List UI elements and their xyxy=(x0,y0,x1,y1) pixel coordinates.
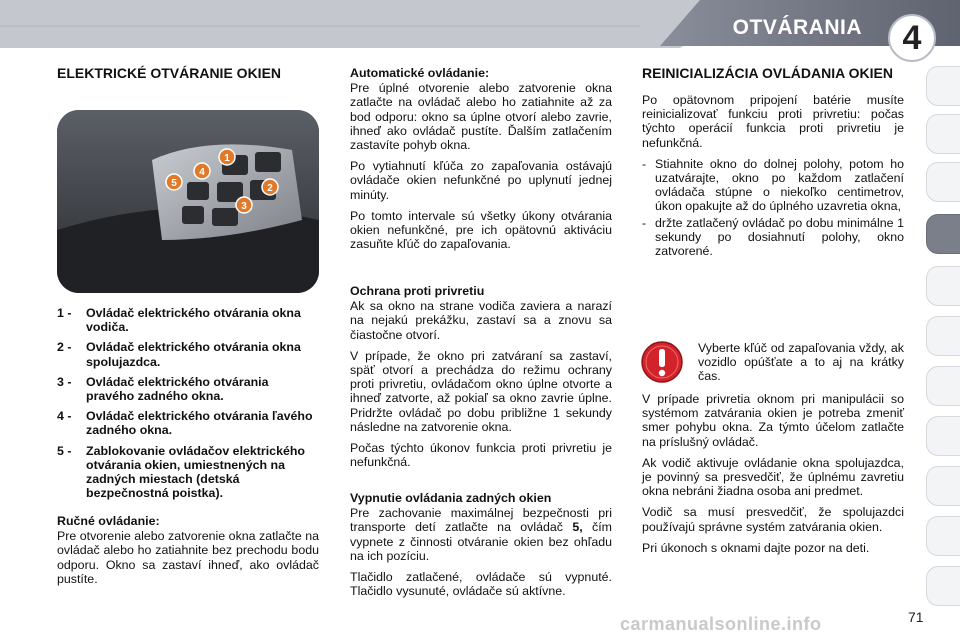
callout-2: 2 xyxy=(267,183,273,194)
right-paragraph-1: V prípade privretia oknom pri manipulácii so systémom zatvárania okien je potreba zmeniť smer pohybu okna. Za týmto účelom zatlačte na príslušný ovládač. xyxy=(642,392,904,449)
reinit-intro: Po opätovnom pripojení batérie musíte reinicializovať funkciu proti privretiu: počas týchto operácií funkcia proti privretiu je nefunkčná. xyxy=(642,93,904,150)
rear-p1-part-b: čím vypnete z činnosti otváranie okien bez ohľadu na ich pozíciu. xyxy=(350,520,612,563)
section-title-electric-windows: ELEKTRICKÉ OTVÁRANIE OKIEN xyxy=(57,65,282,81)
pinch-protection-paragraph-3: Počas týchto úkonov funkcia proti privretiu je nefunkčná. xyxy=(350,441,612,470)
callout-1: 1 xyxy=(224,153,230,164)
legend-item xyxy=(57,306,319,334)
side-tab-3[interactable] xyxy=(926,162,960,202)
rear-windows-lock-section xyxy=(350,491,612,605)
legend-item xyxy=(57,340,319,368)
side-tab-2[interactable] xyxy=(926,114,960,154)
step-text: Stiahnite okno do dolnej polohy, potom ho uzatvárajte, okno po každom zatlačení ovládača stúpne o niekoľko centimetrov, úkon opakujte až do úplného uzavretia okna, xyxy=(655,156,904,214)
right-column-lower xyxy=(642,392,904,562)
chapter-number-badge: 4 xyxy=(888,14,936,62)
right-paragraph-4: Pri úkonoch s oknami dajte pozor na deti. xyxy=(642,540,870,555)
warning-exclamation-icon xyxy=(640,340,684,384)
manual-control-heading: Ručné ovládanie: xyxy=(57,514,160,528)
list-item xyxy=(642,216,904,259)
auto-control-paragraph-2: Po vytiahnutí kľúča zo zapaľovania ostávajú ovládače okien nefunkčné po uplynutí jednej minúty. xyxy=(350,159,612,202)
legend-number: 3 - xyxy=(57,374,72,389)
page-number: 71 xyxy=(908,609,924,625)
right-column xyxy=(642,66,904,264)
rear-windows-lock-heading: Vypnutie ovládania zadných okien xyxy=(350,491,552,505)
manual-control-section xyxy=(57,514,319,593)
list-item xyxy=(642,157,904,214)
pinch-protection-heading: Ochrana proti privretiu xyxy=(350,284,485,298)
watermark: carmanualsonline.info xyxy=(620,614,822,634)
side-tab-9[interactable] xyxy=(926,466,960,506)
pinch-protection-section xyxy=(350,284,612,476)
right-paragraph-2: Ak vodič aktivuje ovládanie okna spolujazdca, je povinný sa presvedčiť, že úplnému zavretiu okna nebráni žiadna osoba ani predmet. xyxy=(642,455,904,499)
step-dash: - xyxy=(642,215,647,230)
side-tab-10[interactable] xyxy=(926,516,960,556)
side-tab-5[interactable] xyxy=(926,266,960,306)
callout-3: 3 xyxy=(241,201,247,212)
chapter-title: OTVÁRANIA xyxy=(732,16,862,39)
pinch-protection-paragraph-1: Ak sa okno na strane vodiča zaviera a narazí na nejakú prekážku, zastaví sa a znovu sa čiastočne otvorí. xyxy=(350,299,612,342)
switch-legend xyxy=(57,306,319,506)
legend-text: Ovládač elektrického otvárania okna spolujazdca. xyxy=(86,340,301,369)
side-tab-11[interactable] xyxy=(926,566,960,606)
manual-control-text: Pre otvorenie alebo zatvorenie okna zatlačte na ovládač alebo ho zatiahnite bez prechodu bodu odporu. Okno sa zastaví ihneď, ako ovládač pustíte. xyxy=(57,529,319,586)
side-tab-7[interactable] xyxy=(926,366,960,406)
legend-number: 1 - xyxy=(57,306,72,320)
legend-text: Ovládač elektrického otvárania ľavého zadného okna. xyxy=(86,409,313,438)
chapter-header xyxy=(0,0,960,52)
legend-item xyxy=(57,375,319,403)
pinch-protection-paragraph-2: V prípade, že okno pri zatváraní sa zastaví, späť otvorí a prechádza do režimu ochrany proti privretiu, ovládačom okno úplne otvorte a ihneď zatvorte, až pokiaľ sa okno zavrie úplne. Pridržte ovládač po dobu približne 1 sekundy následne na zatvorenie okna. xyxy=(350,348,612,434)
right-paragraph-3: Vodič sa musí presvedčiť, že spolujazdci používajú správne systém zatvárania okien. xyxy=(642,505,904,534)
rear-p1-part-a: Pre zachovanie maximálnej bezpečnosti pri transporte detí zatlačte na ovládač xyxy=(350,506,612,535)
legend-number: 2 - xyxy=(57,340,72,355)
legend-text: Ovládač elektrického otvárania pravého zadného okna. xyxy=(86,374,269,404)
auto-control-paragraph-1: Pre úplné otvorenie alebo zatvorenie okna zatlačte na ovládač alebo ho zatiahnite až za bod odporu: okno sa úplne otvorí alebo zavrie, ihneď ako ovládač pustíte. Ďalším zatlačením zastavíte pohyb okna. xyxy=(350,81,612,153)
warning-text: Vyberte kľúč od zapaľovania vždy, ak vozidlo opúšťate a to aj na krátky čas. xyxy=(698,341,904,384)
legend-text: Ovládač elektrického otvárania okna vodiča. xyxy=(86,306,301,335)
side-tab-1[interactable] xyxy=(926,66,960,106)
legend-item xyxy=(57,444,319,501)
legend-item xyxy=(57,409,319,437)
legend-number: 5 - xyxy=(57,443,72,458)
step-text: držte zatlačený ovládač po dobu minimálne 1 sekundy po dosiahnutí polohy, okno zatvorené. xyxy=(655,215,904,259)
auto-control-heading: Automatické ovládanie: xyxy=(350,66,490,80)
callout-4: 4 xyxy=(199,167,205,178)
rear-windows-lock-paragraph-1 xyxy=(350,506,612,563)
switch-panel-illustration xyxy=(57,110,319,293)
left-column xyxy=(57,66,319,81)
middle-column xyxy=(350,66,612,258)
callout-5: 5 xyxy=(171,178,177,189)
side-tab-4-active[interactable] xyxy=(926,214,960,254)
side-tab-6[interactable] xyxy=(926,316,960,356)
legend-text: Zablokovanie ovládačov elektrického otvárania okien, umiestnených na zadných miestach (detská bezpečnostná poistka). xyxy=(86,443,305,501)
side-chapter-tabs xyxy=(926,66,960,640)
reinit-steps xyxy=(642,157,904,258)
section-title-reinitialization: REINICIALIZÁCIA OVLÁDANIA OKIEN xyxy=(642,65,893,81)
step-dash: - xyxy=(642,156,647,171)
legend-number: 4 - xyxy=(57,409,72,424)
auto-control-paragraph-3: Po tomto intervale sú všetky úkony otvárania okien nefunkčné, pre ich opätovnú aktiváciu zasuňte kľúč do zapaľovania. xyxy=(350,208,612,252)
side-tab-8[interactable] xyxy=(926,416,960,456)
rear-windows-lock-paragraph-2: Tlačidlo zatlačené, ovládače sú vypnuté. Tlačidlo vysunuté, ovládače sú aktívne. xyxy=(350,570,612,599)
window-switch-panel-photo xyxy=(57,110,319,293)
rear-p1-bold: 5, xyxy=(572,520,583,535)
